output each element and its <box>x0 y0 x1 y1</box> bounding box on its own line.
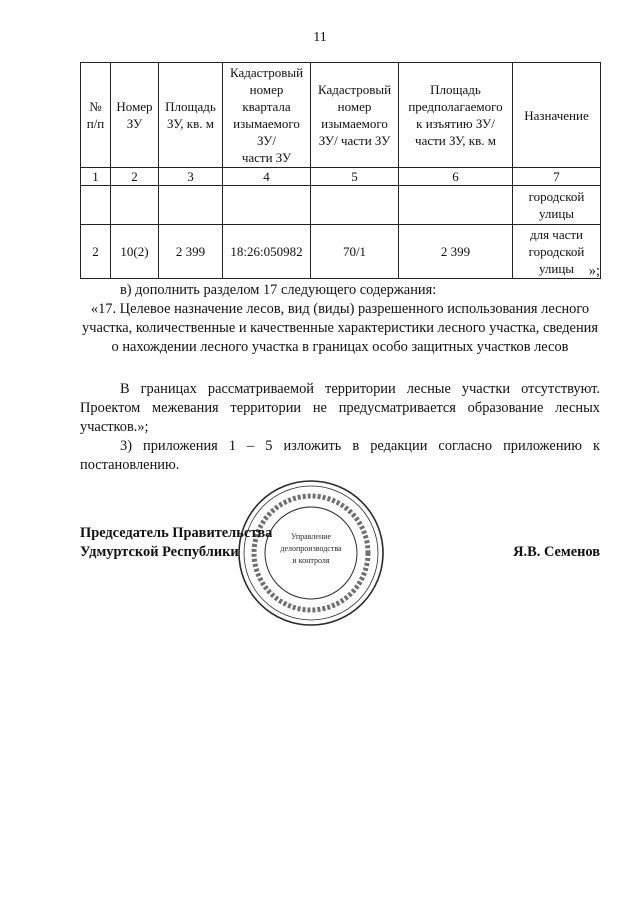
column-number: 4 <box>223 168 311 186</box>
header-cell-cadastral-quarter: Кадастровый номер квартала изымаемого ЗУ/ части ЗУ <box>223 63 311 168</box>
signature-title-line-1: Председатель Правительства <box>80 525 273 541</box>
signature-title-line-2: Удмуртской Республики <box>80 544 239 560</box>
header-cell-index: № п/п <box>81 63 111 168</box>
header-cell-area: Площадь ЗУ, кв. м <box>159 63 223 168</box>
land-plots-table <box>80 62 601 279</box>
table-cell: 18:26:050982 <box>223 225 311 279</box>
column-number: 6 <box>399 168 513 186</box>
seal-inner-text-line: Управление <box>290 532 332 541</box>
section-17-heading: «17. Целевое назначение лесов, вид (виды) разрешенного использования лесного участка, количественные и качественные характеристики лесного участка, сведения о нахождении лесного участка в границах особо защитных участков лесов <box>82 301 598 355</box>
table-cell: городской улицы <box>513 186 601 225</box>
table-cell <box>111 186 159 225</box>
paragraph-v: в) дополнить разделом 17 следующего содержания: <box>120 282 437 298</box>
paragraph-3: 3) приложения 1 – 5 изложить в редакции согласно приложению к постановлению. <box>80 438 600 473</box>
paragraph-forest-plots: В границах рассматриваемой территории лесные участки отсутствуют. Проектом межевания территории не предусматривается образование лесных участков.»; <box>80 381 600 435</box>
table-cell: 2 399 <box>159 225 223 279</box>
table-column-numbers-row <box>81 168 601 186</box>
table-cell: 10(2) <box>111 225 159 279</box>
table-cell: 2 <box>81 225 111 279</box>
table-cell <box>399 186 513 225</box>
table-header-row <box>81 63 601 168</box>
page-number: 11 <box>313 30 327 45</box>
table-row <box>81 186 601 225</box>
table-cell <box>311 186 399 225</box>
header-cell-cadastral-number: Кадастровый номер изымаемого ЗУ/ части ЗУ <box>311 63 399 168</box>
table-cell: 70/1 <box>311 225 399 279</box>
column-number: 1 <box>81 168 111 186</box>
column-number: 2 <box>111 168 159 186</box>
column-number: 5 <box>311 168 399 186</box>
column-number: 3 <box>159 168 223 186</box>
table-cell: 2 399 <box>399 225 513 279</box>
table-cell <box>81 186 111 225</box>
table-cell <box>159 186 223 225</box>
table-cell <box>223 186 311 225</box>
header-cell-purpose: Назначение <box>513 63 601 168</box>
seal-inner-text-line: делопроизводства <box>280 544 342 553</box>
seal-inner-text-line: и контроля <box>292 556 330 565</box>
column-number: 7 <box>513 168 601 186</box>
header-cell-plot-number: Номер ЗУ <box>111 63 159 168</box>
header-cell-seizure-area: Площадь предполагаемого к изъятию ЗУ/ части ЗУ, кв. м <box>399 63 513 168</box>
closing-quote: »; <box>588 263 600 279</box>
table-cell: для части городской улицы <box>513 225 601 279</box>
signatory-name: Я.В. Семенов <box>513 544 600 560</box>
